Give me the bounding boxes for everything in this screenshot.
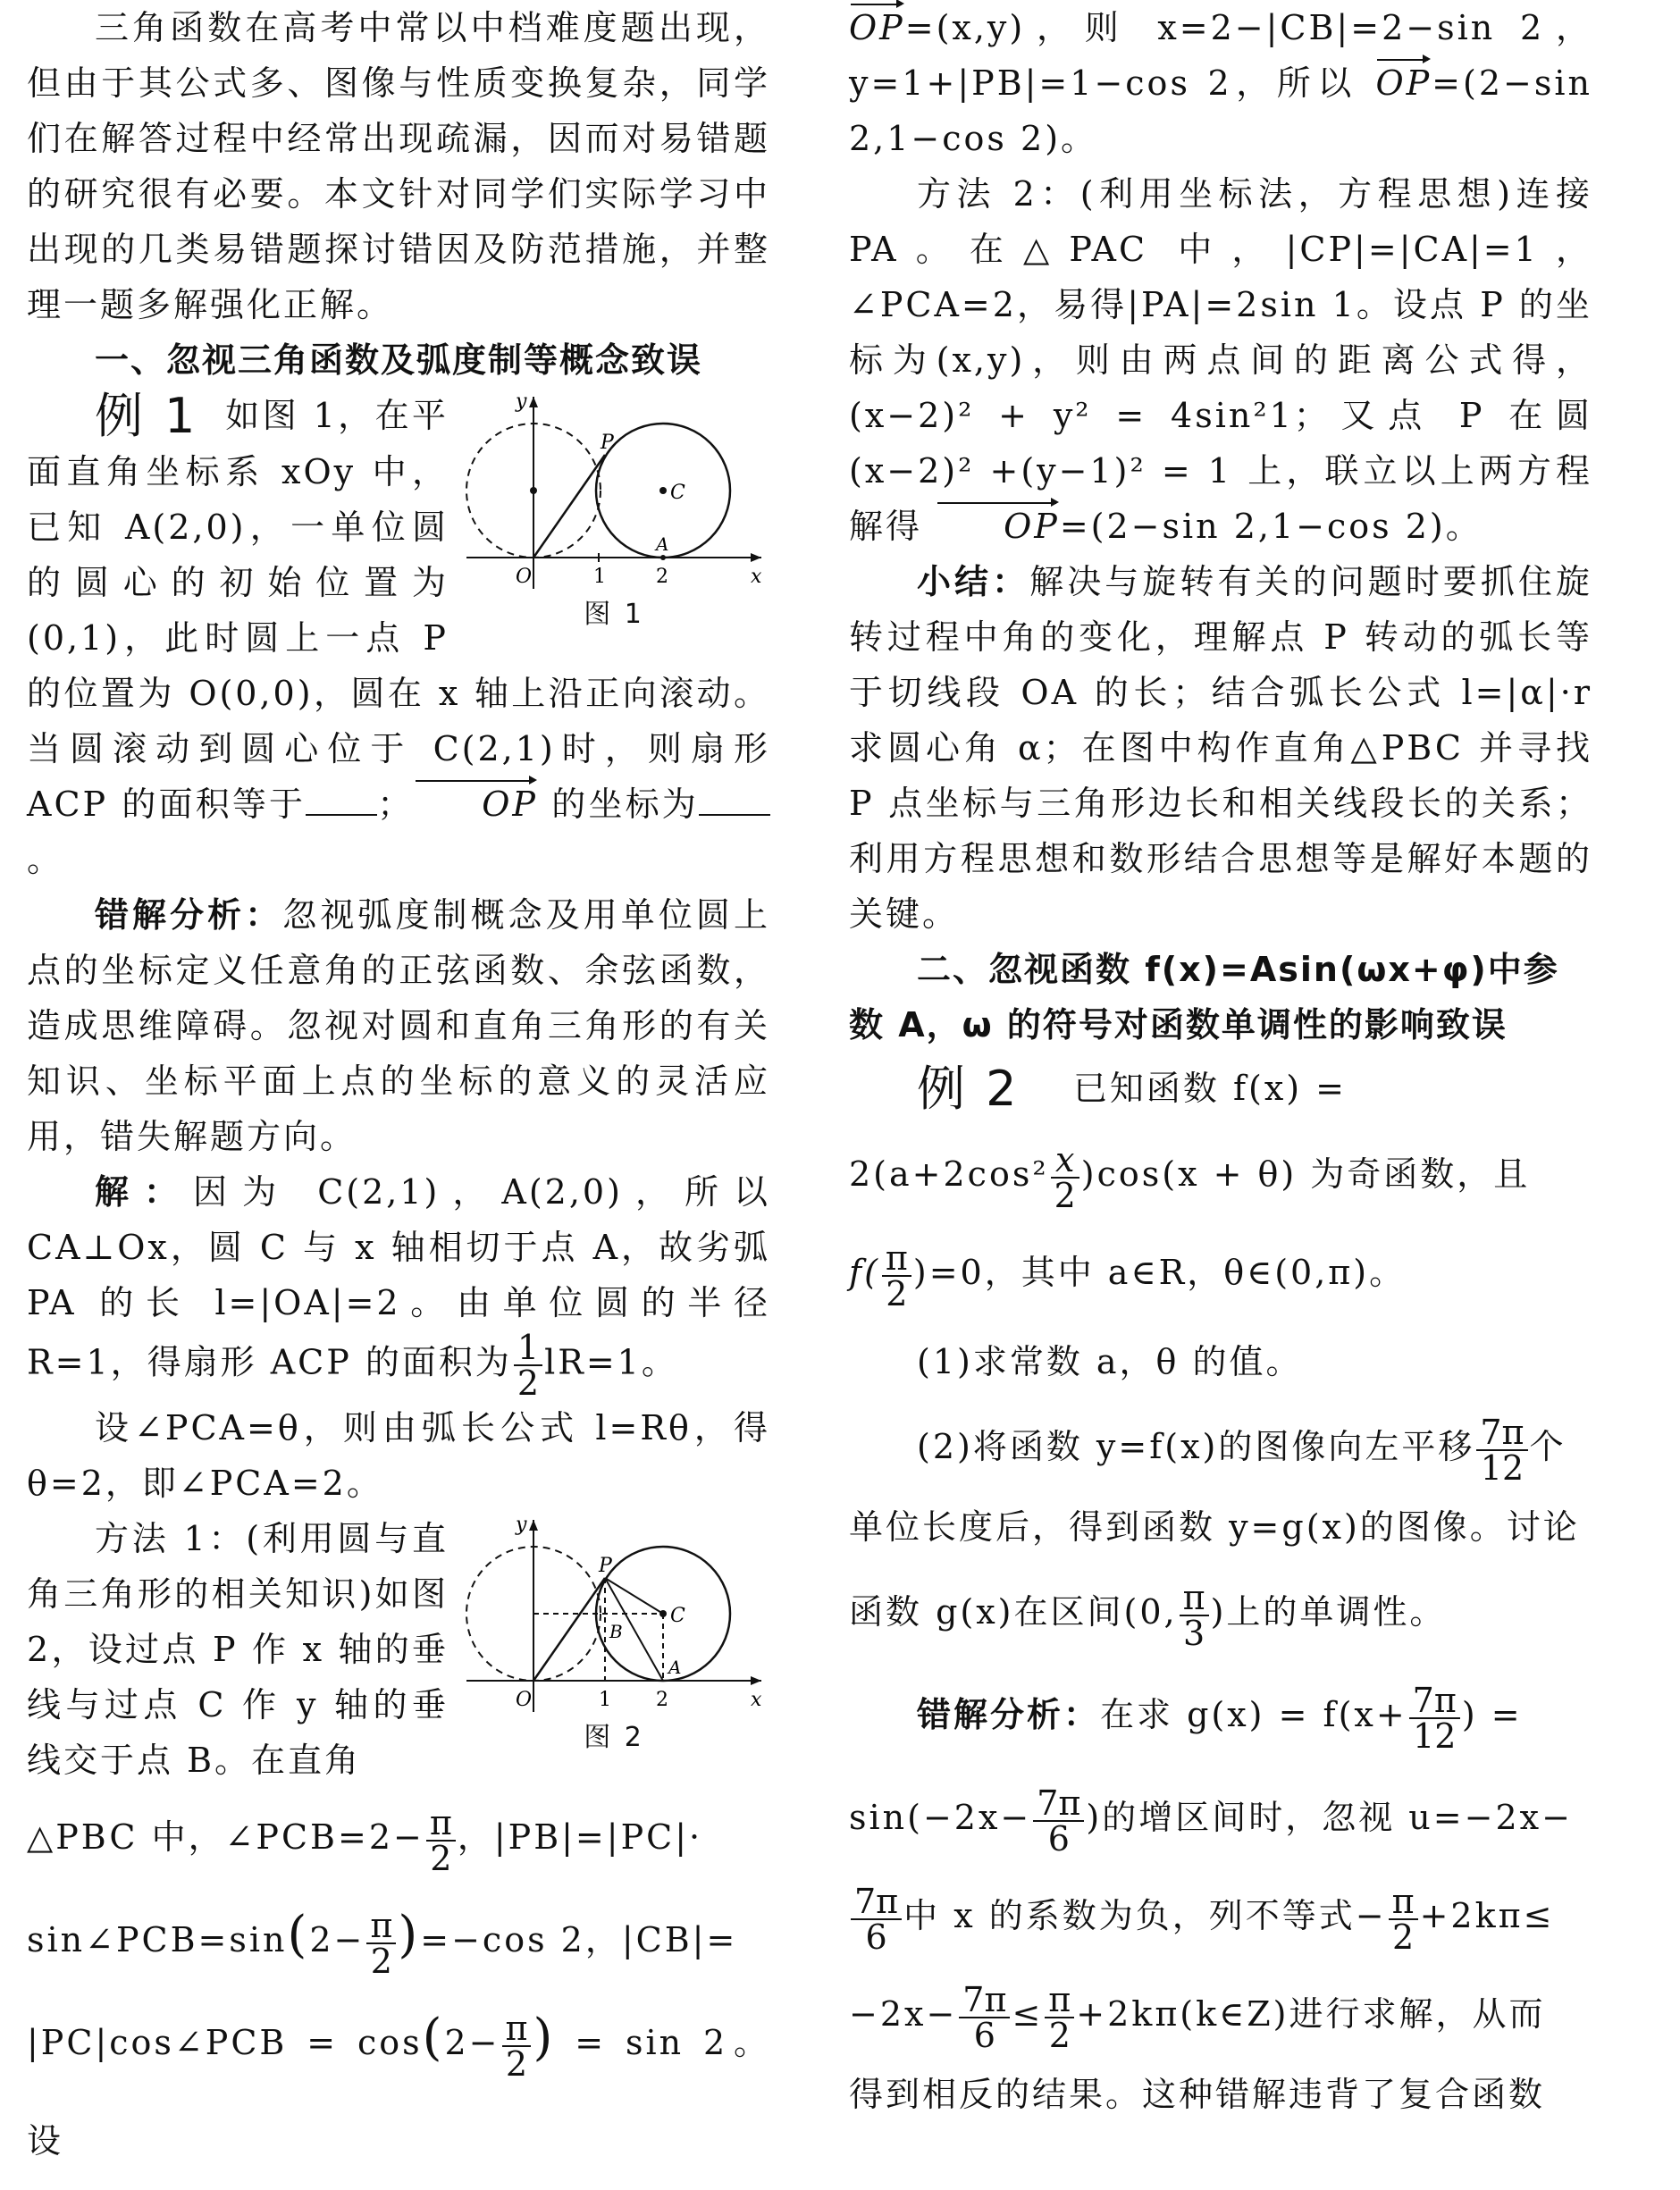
fig2-o-label: O xyxy=(516,1689,535,1711)
fig1-tick-1: 1 xyxy=(593,566,609,588)
question-2: (2)将函数 y=f(x)的图像向左平移 $\frac{7\pi}{12}$ 个 xyxy=(917,1412,1567,1488)
figure-2-diagram xyxy=(458,1511,770,1716)
method-1-line-c: |PC|cos∠PCB = cos(2− $\frac{\pi}{2}$ ) = sin 2。设 xyxy=(27,2008,770,2161)
figure-1-diagram xyxy=(458,388,770,593)
method-1: 方法 1：(利用圆与直角三角形的相关知识)如图 2，设过点 P 作 x 轴的垂线与过点 C 作 y 轴的垂线交于点 B。在直角 xyxy=(27,1519,449,1780)
left-column xyxy=(27,0,770,2190)
fig1-x-label: x xyxy=(751,566,765,588)
example-1-sep: ； xyxy=(377,785,415,824)
fig1-p-label: P xyxy=(601,432,617,454)
method-1-continued: OP=(x,y)，则 x=2−|CB|=2−sin 2，y=1+|PB|=1−cos 2，所以 OP=(2−sin 2,1−cos 2)。 xyxy=(849,0,1592,166)
error-analysis-text: 忽视弧度制概念及用单位圆上点的坐标定义任意角的正弦函数、余弦函数，造成思维障碍。忽视对圆和直角三角形的有关知识、坐标平面上点的坐标的意义的灵活应用，错失解题方向。 xyxy=(27,895,770,1156)
summary: 小结：解决与旋转有关的问题时要抓住旋转过程中角的变化，理解点 P 转动的弧长等于切线段 OA 的长；结合弧长公式 l=|α|·r 求圆心角 α；在图中构作直角△PBC 并寻找 P 点坐标与三角形边长和相关线段长的关系；利用方程思想和数形结合思想等是解好本题的关键。 xyxy=(849,562,1592,934)
figure-1-caption: 图 1 xyxy=(584,599,644,630)
fig1-o-label: O xyxy=(516,566,535,588)
vector-op: OP xyxy=(414,776,538,832)
fig1-tick-2: 2 xyxy=(656,566,671,588)
fig1-c-label: C xyxy=(670,482,688,504)
error-analysis-2-line-b: sin(−2x− $\frac{7\pi}{6}$ )的增区间时，忽视 u=−2x− xyxy=(849,1783,1573,1859)
method-1-line-a: △PBC 中，∠PCB=2− $\frac{\pi}{2}$ ，|PB|=|PC|· xyxy=(27,1802,703,1878)
solution-text: 因为 C(2,1)，A(2,0)，所以 CA⊥Ox，圆 C 与 x 轴相切于点 A，故劣弧 PA 的长 l=|OA|=2。由单位圆的半径 R=1，得扇形 ACP 的面积为 xyxy=(27,1172,770,1382)
fig2-b-label: B xyxy=(609,1621,626,1642)
method-2: 方法 2：(利用坐标法，方程思想)连接 PA。在△PAC 中，|CP|=|CA|=1，∠PCA=2，易得|PA|=2sin 1。设点 P 的坐标为(x,y)，则由两点间的距离公式得，(x−2)² + y² = 4sin²1；又点 P 在圆(x−2)² +(y−1)² = 1 上，联立以上两方程解得 OP=(2−sin 2,1−cos 2)。 xyxy=(849,166,1592,554)
section-2-heading: 二、忽视函数 f(x)=Asin(ωx+φ)中参数 A，ω 的符号对函数单调性的影响致误 xyxy=(849,950,1559,1045)
error-analysis-2: 错解分析：在求 g(x) = f(x+ $\frac{7\pi}{12}$ ) = xyxy=(917,1680,1523,1756)
answer-blank-2[interactable] xyxy=(699,787,770,816)
figure-2-caption: 图 2 xyxy=(584,1722,644,1753)
intro-paragraph: 三角函数在高考中常以中档难度题出现，但由于其公式多、图像与性质变换复杂，同学们在解答过程中经常出现疏漏，因而对易错题的研究很有必要。本文针对同学们实际学习中出现的几类易错题探讨错因及防范措施，并整理一题多解强化正解。 xyxy=(27,8,770,324)
example-1-text: 如图 1，在平面直角坐标系 xOy 中，已知 A(2,0)，一单位圆的圆心的初始位置为(0,1)，此时圆上一点 P 的位置为 O(0,0)，圆在 x 轴上沿正向滚动。当圆滚动到圆心位于 C(2,1)时，则扇形 ACP 的面积等于 xyxy=(27,396,770,824)
example-1-period: 。 xyxy=(27,840,64,879)
answer-blank-1[interactable] xyxy=(306,787,377,816)
fig1-y-label: y xyxy=(516,390,530,413)
error-analysis-2-line-c: $\frac{7\pi}{6}$ 中 x 的系数为负，列不等式− $\frac{\pi}{2}$ +2kπ≤ xyxy=(849,1867,1592,1965)
figure-1 xyxy=(458,388,770,633)
error-analysis-label: 错解分析： xyxy=(95,895,283,935)
fig2-y-label: y xyxy=(516,1514,530,1536)
fig2-a-label: A xyxy=(668,1657,685,1678)
example-2-line-b: 2(a+2cos² $\frac{x}{2}$ )cos(x + θ) 为奇函数，且 xyxy=(849,1139,1531,1215)
error-analysis-2-line-d: −2x− $\frac{7\pi}{6}$ ≤ $\frac{\pi}{2}$ +2kπ(k∈Z)进行求解，从而 xyxy=(849,1979,1546,2055)
question-2-line-c: 函数 g(x)在区间(0, $\frac{\pi}{3}$ )上的单调性。 xyxy=(849,1577,1447,1653)
solution-tail: lR=1。 xyxy=(544,1342,678,1382)
fig1-a-label: A xyxy=(656,533,672,555)
example-1-label: 例 1 xyxy=(95,388,198,444)
solution-1 xyxy=(27,1164,770,1403)
error-analysis-2-line-e: 得到相反的结果。这种错解违背了复合函数 xyxy=(849,2075,1546,2114)
solution-label: 解： xyxy=(95,1172,194,1212)
theta-paragraph: 设∠PCA=θ，则由弧长公式 l=Rθ，得 θ=2，即∠PCA=2。 xyxy=(27,1408,770,1503)
example-1-end: 的坐标为 xyxy=(551,785,699,824)
question-1: (1)求常数 a，θ 的值。 xyxy=(917,1342,1303,1381)
section-1-heading: 一、忽视三角函数及弧度制等概念致误 xyxy=(94,340,702,380)
fig2-tick-1: 1 xyxy=(599,1689,614,1711)
example-2-line-c: f( $\frac{\pi}{2}$ )=0，其中 a∈R，θ∈(0,π)。 xyxy=(849,1238,1407,1313)
fraction-half: $\frac{1}{2}$ xyxy=(514,1330,542,1400)
right-column xyxy=(849,0,1592,2126)
question-2-line-b: 单位长度后，得到函数 y=g(x)的图像。讨论 xyxy=(849,1507,1580,1547)
method-1-line-b: sin∠PCB=sin(2− $\frac{\pi}{2}$ )=−cos 2，|CB|= xyxy=(27,1905,738,1981)
fig2-c-label: C xyxy=(670,1605,688,1627)
fig2-tick-2: 2 xyxy=(656,1689,671,1711)
fig2-x-label: x xyxy=(751,1689,765,1711)
example-2: 例 2 已知函数 f(x) = xyxy=(917,1061,1348,1117)
error-analysis-1 xyxy=(27,887,770,1164)
figure-2 xyxy=(458,1511,770,1756)
fig2-p-label: P xyxy=(599,1555,615,1577)
